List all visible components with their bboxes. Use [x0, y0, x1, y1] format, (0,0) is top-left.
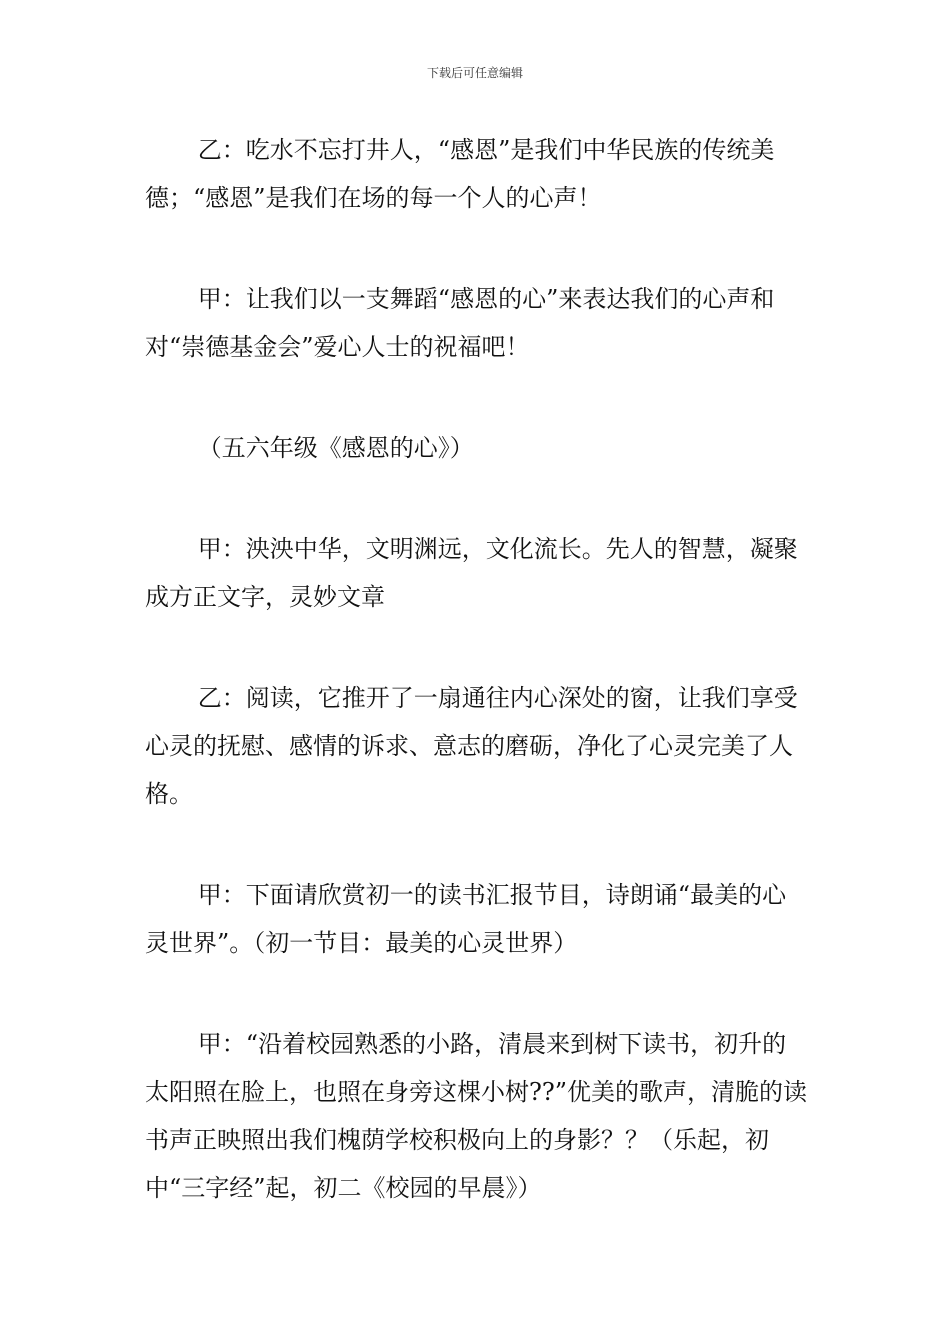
- document-body: [145, 126, 810, 1265]
- paragraph-jia-poem-intro: 甲：下面请欣赏初一的读书汇报节目，诗朗诵“最美的心灵世界”。（初一节目：最美的心灵世界）: [145, 881, 787, 957]
- paragraph-jia-chinese-culture: 甲：泱泱中华，文明渊远，文化流长。先人的智慧，凝聚成方正文字，灵妙文章: [145, 535, 798, 611]
- paragraph-jia-campus-morning: 甲：“沿着校园熟悉的小路，清晨来到树下读书，初升的太阳照在脸上，也照在身旁这棵小树??”优美的歌声，清脆的读书声正映照出我们槐荫学校积极向上的身影？？（乐起，初中“三字经”起，初二《校园的早晨》）: [145, 1030, 808, 1202]
- page-header-note: 下载后可任意编辑: [426, 66, 523, 80]
- paragraph-yi-gratitude: 乙：吃水不忘打井人，“感恩”是我们中华民族的传统美德；“感恩”是我们在场的每一个人的心声！: [145, 136, 775, 212]
- paragraph-yi-reading: 乙：阅读，它推开了一扇通往内心深处的窗，让我们享受心灵的抚慰、感情的诉求、意志的磨砺，净化了心灵完美了人格。: [145, 684, 798, 808]
- paragraph-program-grade56: （五六年级《感恩的心》）: [197, 434, 474, 462]
- paragraph-jia-dance-intro: 甲：让我们以一支舞蹈“感恩的心”来表达我们的心声和对“崇德基金会”爱心人士的祝福吧！: [145, 285, 775, 361]
